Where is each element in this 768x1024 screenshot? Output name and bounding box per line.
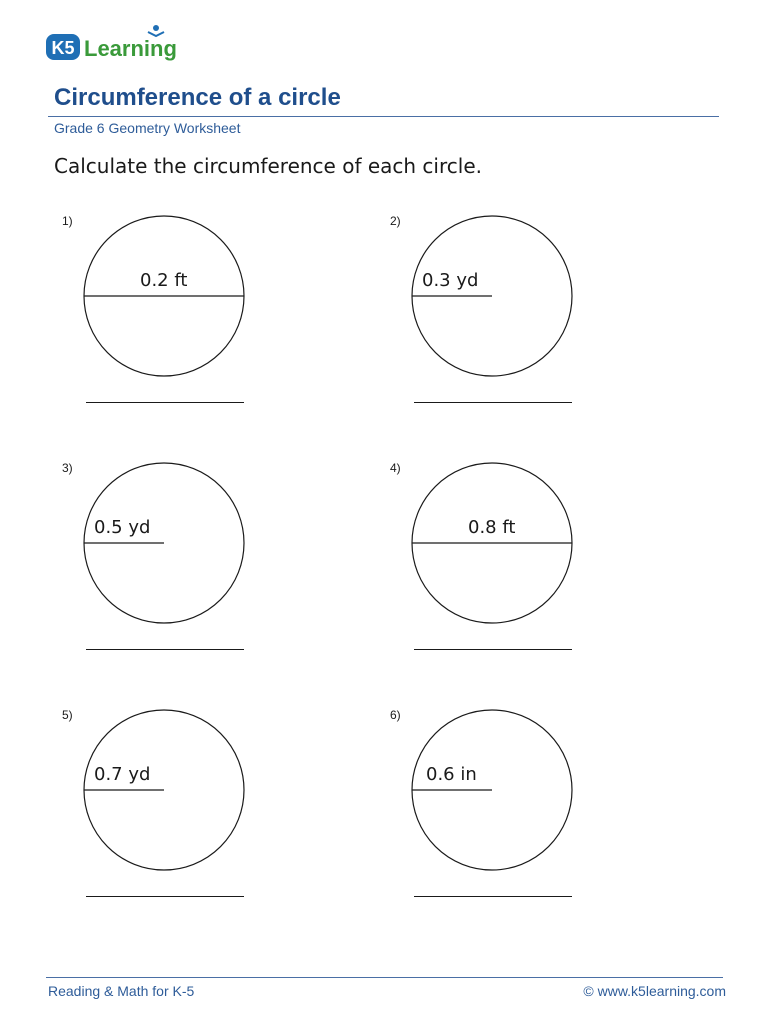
- svg-text:K5: K5: [51, 38, 75, 58]
- page-title: Circumference of a circle: [54, 84, 341, 111]
- footer-tagline: Reading & Math for K-5: [48, 983, 195, 999]
- circle-diagram: [82, 708, 252, 878]
- circle-diagram: [410, 708, 580, 878]
- problem-1: [62, 214, 302, 424]
- circle-diagram: [82, 214, 252, 384]
- answer-line: [414, 402, 572, 403]
- answer-line: [414, 649, 572, 650]
- circle-diagram: [410, 214, 580, 384]
- problem-3: [62, 461, 302, 671]
- problem-2: [390, 214, 630, 424]
- footer-website-link[interactable]: © www.k5learning.com: [583, 983, 726, 999]
- measurement-label: 0.2 ft: [140, 270, 188, 291]
- answer-line: [86, 649, 244, 650]
- measurement-label: 0.7 yd: [94, 764, 151, 785]
- measurement-label: 0.6 in: [426, 764, 477, 785]
- instruction-text: Calculate the circumference of each circle.: [54, 154, 482, 178]
- problem-number: 5): [62, 708, 73, 722]
- k5-learning-logo: [44, 22, 204, 66]
- problem-number: 3): [62, 461, 73, 475]
- title-divider: [48, 116, 719, 117]
- problem-6: [390, 708, 630, 918]
- answer-line: [414, 896, 572, 897]
- problem-number: 2): [390, 214, 401, 228]
- svg-text:Learning: Learning: [84, 36, 177, 61]
- problem-number: 4): [390, 461, 401, 475]
- page-subtitle: Grade 6 Geometry Worksheet: [54, 120, 241, 136]
- footer-divider: [46, 977, 723, 978]
- problem-4: [390, 461, 630, 671]
- measurement-label: 0.5 yd: [94, 517, 151, 538]
- measurement-label: 0.8 ft: [468, 517, 516, 538]
- problem-number: 1): [62, 214, 73, 228]
- circle-diagram: [82, 461, 252, 631]
- circle-diagram: [410, 461, 580, 631]
- answer-line: [86, 402, 244, 403]
- problem-5: [62, 708, 302, 918]
- measurement-label: 0.3 yd: [422, 270, 479, 291]
- answer-line: [86, 896, 244, 897]
- problem-number: 6): [390, 708, 401, 722]
